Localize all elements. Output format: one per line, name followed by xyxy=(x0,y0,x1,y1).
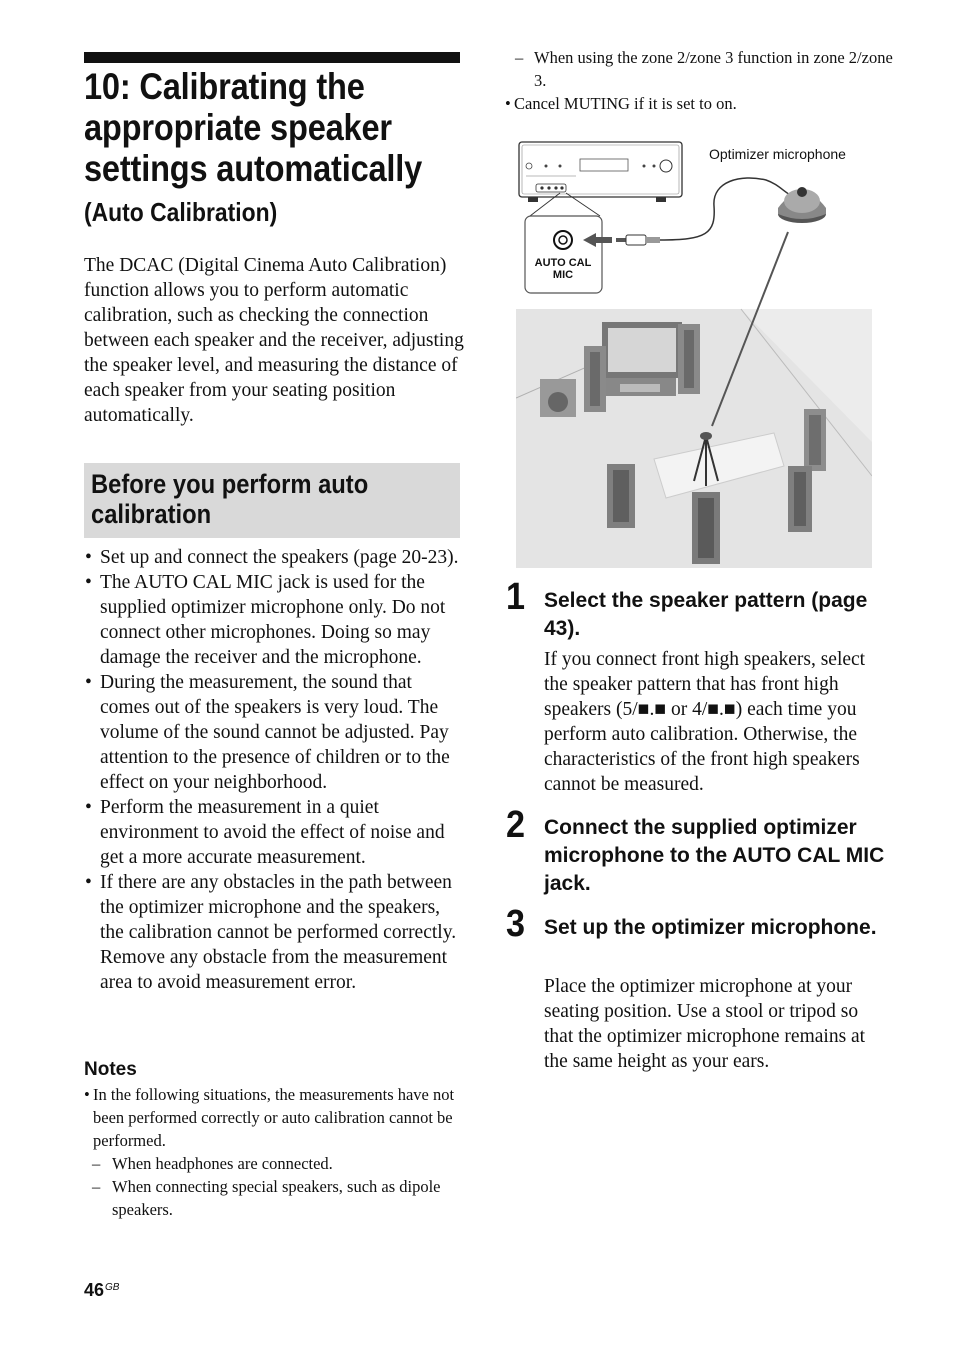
note-item: • In the following situations, the measurements have not been performed correctly or auto calibration cannot be performed. xyxy=(84,1083,464,1152)
page-subtitle: (Auto Calibration) xyxy=(84,197,278,227)
section-title: Before you perform auto calibration xyxy=(91,469,369,529)
page-number xyxy=(84,1280,119,1301)
page-suffix: GB xyxy=(105,1282,120,1293)
step-3-heading: Set up the optimizer microphone. xyxy=(544,916,877,939)
microphone-plug xyxy=(616,235,660,245)
notes-heading: Notes xyxy=(84,1059,137,1080)
page-number-value: 46 xyxy=(84,1280,105,1300)
step-1-heading: Select the speaker pattern (page 43). xyxy=(544,589,868,640)
precaution-list xyxy=(84,545,462,995)
jack-label-line1: AUTO CAL xyxy=(534,257,592,269)
step-2-heading: Connect the supplied optimizer microphone to the AUTO CAL MIC jack. xyxy=(544,816,885,895)
microphone-label: Optimizer microphone xyxy=(709,146,846,162)
note-subitem: – When using the zone 2/zone 3 function in zone 2/zone 3. xyxy=(505,46,895,92)
jack-label-line2: MIC xyxy=(552,269,574,281)
step-1-number: 1 xyxy=(506,576,526,618)
list-item: • During the measurement, the sound that comes out of the speakers is very loud. The volume of the sound cannot be adjusted. Pay attention to the presence of children or to the effect on your neighborhood. xyxy=(84,670,462,795)
note-subitem: – When connecting special speakers, such as dipole speakers. xyxy=(84,1175,464,1221)
note-subitem: – When headphones are connected. xyxy=(84,1152,464,1175)
auto-cal-mic-jack-callout xyxy=(525,216,602,293)
listening-room-illustration xyxy=(516,309,872,568)
title-rule xyxy=(84,52,460,63)
notes-continued xyxy=(505,46,895,115)
step-3-body: Place the optimizer microphone at your seating position. Use a stool or tripod so that the optimizer microphone remains at the same height as your ears. xyxy=(544,976,866,1072)
page-title: 10: Calibrating the appropriate speaker settings automatically xyxy=(84,66,423,189)
list-item: • The AUTO CAL MIC jack is used for the supplied optimizer microphone only. Do not connect other microphones. Doing so may damage the receiver and the microphone. xyxy=(84,570,462,670)
list-item: • Set up and connect the speakers (page 20-23). xyxy=(84,545,462,570)
note-item: • Cancel MUTING if it is set to on. xyxy=(505,92,895,115)
calibration-illustration xyxy=(516,136,872,568)
list-item: • If there are any obstacles in the path between the optimizer microphone and the speakers, the calibration cannot be performed correctly. Remove any obstacle from the measurement area to avoid measurement error. xyxy=(84,870,462,995)
list-item: • Perform the measurement in a quiet environment to avoid the effect of noise and get a more accurate measurement. xyxy=(84,795,462,870)
notes-list xyxy=(84,1083,464,1221)
intro-paragraph: The DCAC (Digital Cinema Auto Calibration) function allows you to perform automatic calibration, such as checking the connection between each speaker and the receiver, adjusting the speaker level, and measuring the distance of each speaker from your seating position automatically. xyxy=(84,255,464,426)
step-2-number: 2 xyxy=(506,804,526,846)
receiver-illustration xyxy=(519,142,682,216)
step-1-body: If you connect front high speakers, select the speaker pattern that has front high speakers (5/■.■ or 4/■.■) each time you perform auto calibration. Otherwise, the characteristics of the front high speakers cannot be measured. xyxy=(544,649,866,795)
step-3-number: 3 xyxy=(506,903,526,945)
